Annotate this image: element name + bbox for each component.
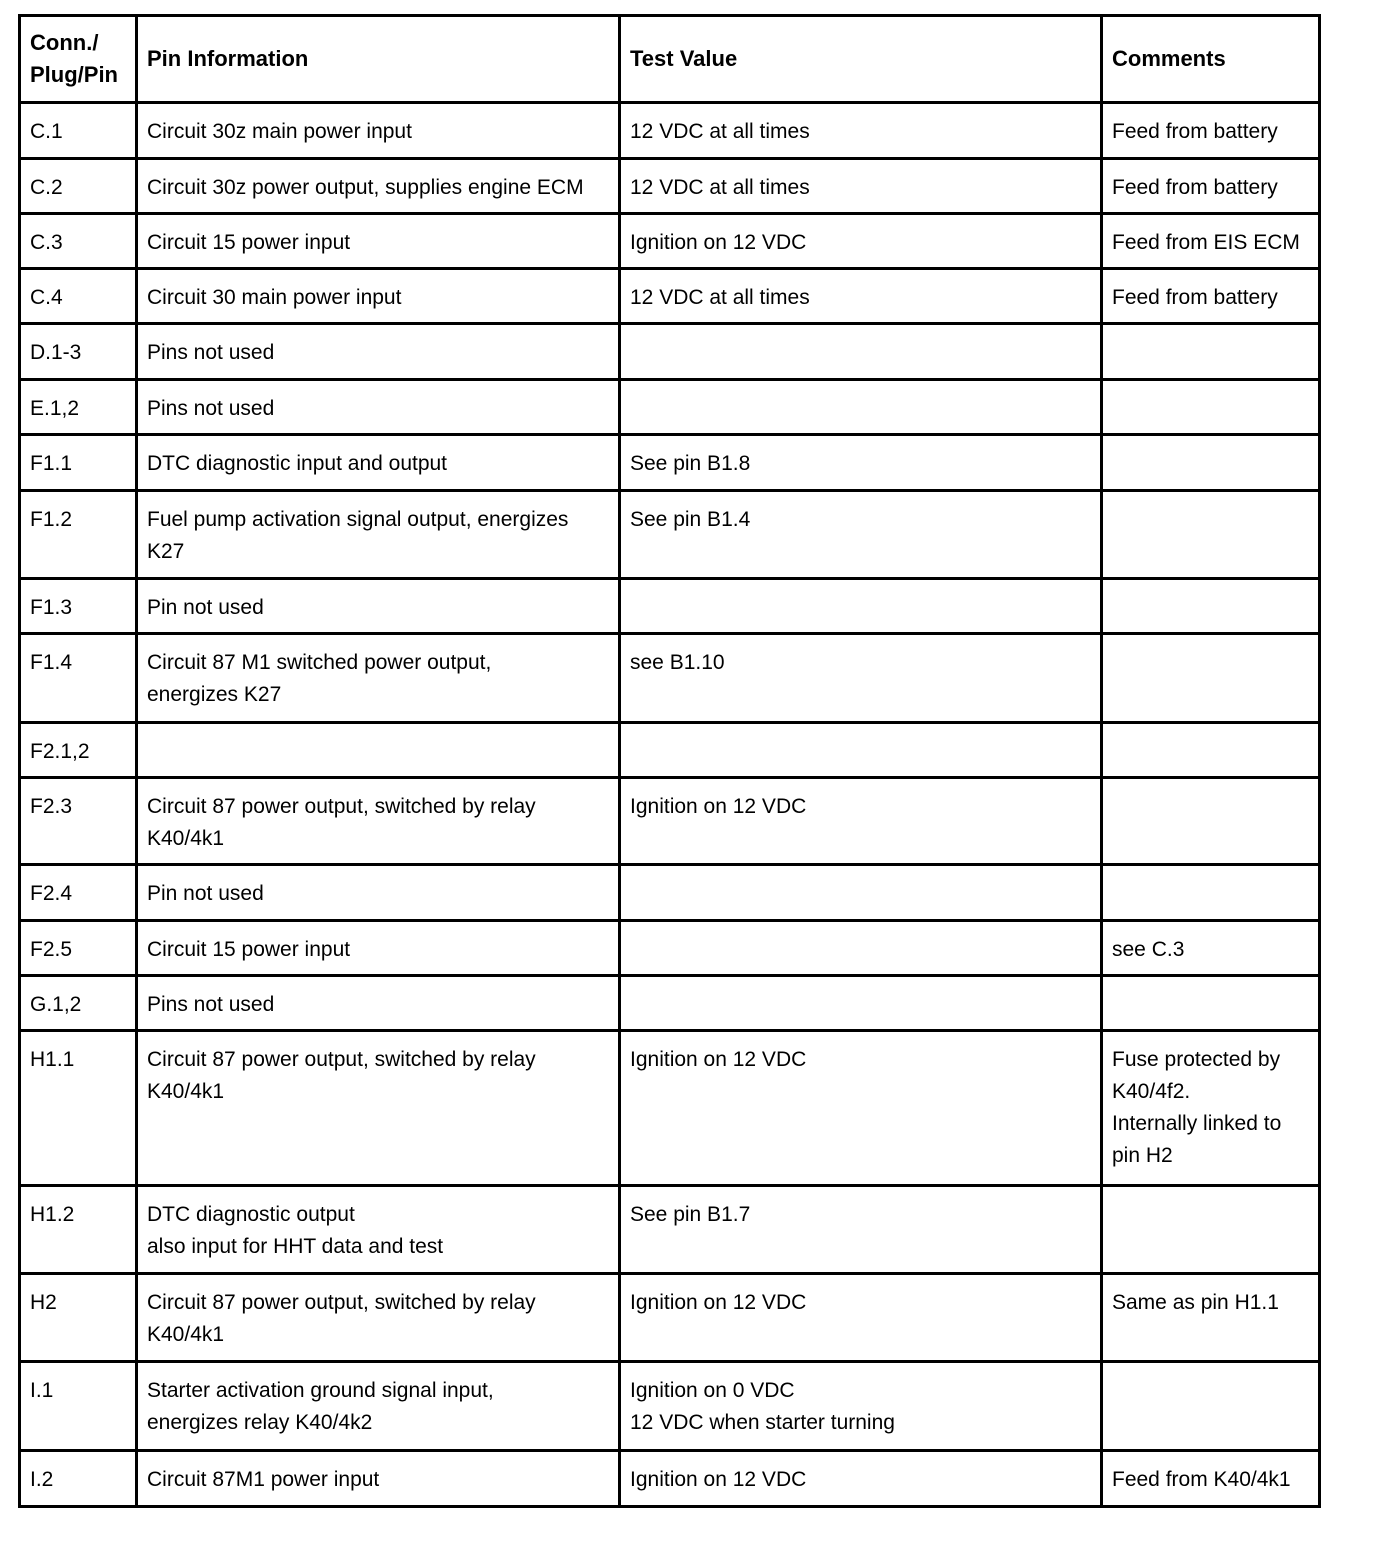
comments-cell bbox=[1102, 778, 1320, 865]
header-comments: Comments bbox=[1102, 16, 1320, 103]
conn-cell: C.2 bbox=[20, 159, 137, 214]
conn-cell: C.1 bbox=[20, 103, 137, 159]
comments-cell: Same as pin H1.1 bbox=[1102, 1274, 1320, 1362]
pin-info-table bbox=[18, 14, 1321, 1508]
conn-cell: E.1,2 bbox=[20, 380, 137, 435]
test-value-cell: Ignition on 12 VDC bbox=[620, 1451, 1102, 1507]
header-test-value: Test Value bbox=[620, 16, 1102, 103]
test-value-cell: Ignition on 12 VDC bbox=[620, 778, 1102, 865]
pin-info-cell: Fuel pump activation signal output, energizes K27 bbox=[137, 491, 620, 579]
conn-cell: H2 bbox=[20, 1274, 137, 1362]
conn-cell: G.1,2 bbox=[20, 976, 137, 1031]
comments-cell: Feed from K40/4k1 bbox=[1102, 1451, 1320, 1507]
test-value-cell: 12 VDC at all times bbox=[620, 159, 1102, 214]
comments-cell bbox=[1102, 1362, 1320, 1451]
conn-cell: H1.1 bbox=[20, 1031, 137, 1186]
conn-cell: F2.3 bbox=[20, 778, 137, 865]
conn-cell: F2.5 bbox=[20, 921, 137, 976]
header-row bbox=[20, 16, 1320, 103]
pin-info-cell: Pins not used bbox=[137, 324, 620, 380]
table-row bbox=[20, 380, 1320, 435]
comments-cell bbox=[1102, 324, 1320, 380]
table-row bbox=[20, 865, 1320, 921]
pin-info-cell: Starter activation ground signal input, energizes relay K40/4k2 bbox=[137, 1362, 620, 1451]
pin-info-cell: Circuit 87M1 power input bbox=[137, 1451, 620, 1507]
table-row bbox=[20, 435, 1320, 491]
table-row bbox=[20, 324, 1320, 380]
comments-cell: Feed from EIS ECM bbox=[1102, 214, 1320, 269]
test-value-cell bbox=[620, 723, 1102, 778]
table-row bbox=[20, 159, 1320, 214]
conn-cell: C.4 bbox=[20, 269, 137, 324]
table-row bbox=[20, 579, 1320, 634]
table-row bbox=[20, 1186, 1320, 1274]
test-value-cell bbox=[620, 380, 1102, 435]
test-value-cell: 12 VDC at all times bbox=[620, 103, 1102, 159]
comments-cell bbox=[1102, 491, 1320, 579]
table-row bbox=[20, 491, 1320, 579]
table-row bbox=[20, 723, 1320, 778]
test-value-cell: See pin B1.8 bbox=[620, 435, 1102, 491]
table-row bbox=[20, 1451, 1320, 1507]
conn-cell: F1.1 bbox=[20, 435, 137, 491]
header-pin-information: Pin Information bbox=[137, 16, 620, 103]
table-row bbox=[20, 634, 1320, 723]
conn-cell: F2.1,2 bbox=[20, 723, 137, 778]
table-row bbox=[20, 976, 1320, 1031]
test-value-cell: Ignition on 0 VDC 12 VDC when starter turning bbox=[620, 1362, 1102, 1451]
comments-cell bbox=[1102, 723, 1320, 778]
pin-info-cell: DTC diagnostic input and output bbox=[137, 435, 620, 491]
pin-info-cell: Circuit 30 main power input bbox=[137, 269, 620, 324]
comments-cell bbox=[1102, 579, 1320, 634]
test-value-cell: See pin B1.4 bbox=[620, 491, 1102, 579]
test-value-cell bbox=[620, 921, 1102, 976]
table-row bbox=[20, 269, 1320, 324]
table-row bbox=[20, 921, 1320, 976]
table-body bbox=[20, 103, 1320, 1507]
test-value-cell: See pin B1.7 bbox=[620, 1186, 1102, 1274]
test-value-cell: Ignition on 12 VDC bbox=[620, 214, 1102, 269]
test-value-cell: 12 VDC at all times bbox=[620, 269, 1102, 324]
pin-info-cell: Pin not used bbox=[137, 579, 620, 634]
test-value-cell bbox=[620, 976, 1102, 1031]
test-value-cell bbox=[620, 579, 1102, 634]
conn-cell: F2.4 bbox=[20, 865, 137, 921]
table-row bbox=[20, 103, 1320, 159]
comments-cell: Feed from battery bbox=[1102, 159, 1320, 214]
conn-cell: F1.4 bbox=[20, 634, 137, 723]
table-row bbox=[20, 214, 1320, 269]
pin-info-cell: DTC diagnostic output also input for HHT data and test bbox=[137, 1186, 620, 1274]
pin-info-cell: Circuit 87 power output, switched by relay K40/4k1 bbox=[137, 1031, 620, 1186]
pin-info-cell: Circuit 87 power output, switched by relay K40/4k1 bbox=[137, 1274, 620, 1362]
test-value-cell: Ignition on 12 VDC bbox=[620, 1274, 1102, 1362]
comments-cell bbox=[1102, 435, 1320, 491]
test-value-cell: see B1.10 bbox=[620, 634, 1102, 723]
pin-info-cell: Circuit 15 power input bbox=[137, 921, 620, 976]
test-value-cell bbox=[620, 324, 1102, 380]
comments-cell bbox=[1102, 380, 1320, 435]
table-row bbox=[20, 1362, 1320, 1451]
pin-info-cell: Pins not used bbox=[137, 380, 620, 435]
table-row bbox=[20, 1031, 1320, 1186]
comments-cell: Fuse protected by K40/4f2. Internally linked to pin H2 bbox=[1102, 1031, 1320, 1186]
pin-info-cell bbox=[137, 723, 620, 778]
pin-info-cell: Circuit 87 power output, switched by relay K40/4k1 bbox=[137, 778, 620, 865]
conn-cell: I.1 bbox=[20, 1362, 137, 1451]
conn-cell: D.1-3 bbox=[20, 324, 137, 380]
comments-cell bbox=[1102, 634, 1320, 723]
pin-info-cell: Pins not used bbox=[137, 976, 620, 1031]
conn-cell: I.2 bbox=[20, 1451, 137, 1507]
header-conn-plug-pin: Conn./ Plug/Pin bbox=[20, 16, 137, 103]
comments-cell bbox=[1102, 865, 1320, 921]
pin-info-cell: Circuit 15 power input bbox=[137, 214, 620, 269]
conn-cell: F1.2 bbox=[20, 491, 137, 579]
pin-info-cell: Circuit 87 M1 switched power output, energizes K27 bbox=[137, 634, 620, 723]
test-value-cell bbox=[620, 865, 1102, 921]
comments-cell bbox=[1102, 976, 1320, 1031]
comments-cell: Feed from battery bbox=[1102, 269, 1320, 324]
pin-info-cell: Pin not used bbox=[137, 865, 620, 921]
table-row bbox=[20, 778, 1320, 865]
comments-cell: Feed from battery bbox=[1102, 103, 1320, 159]
comments-cell bbox=[1102, 1186, 1320, 1274]
test-value-cell: Ignition on 12 VDC bbox=[620, 1031, 1102, 1186]
conn-cell: C.3 bbox=[20, 214, 137, 269]
conn-cell: H1.2 bbox=[20, 1186, 137, 1274]
table-row bbox=[20, 1274, 1320, 1362]
comments-cell: see C.3 bbox=[1102, 921, 1320, 976]
pin-info-cell: Circuit 30z power output, supplies engine ECM bbox=[137, 159, 620, 214]
conn-cell: F1.3 bbox=[20, 579, 137, 634]
pin-info-cell: Circuit 30z main power input bbox=[137, 103, 620, 159]
